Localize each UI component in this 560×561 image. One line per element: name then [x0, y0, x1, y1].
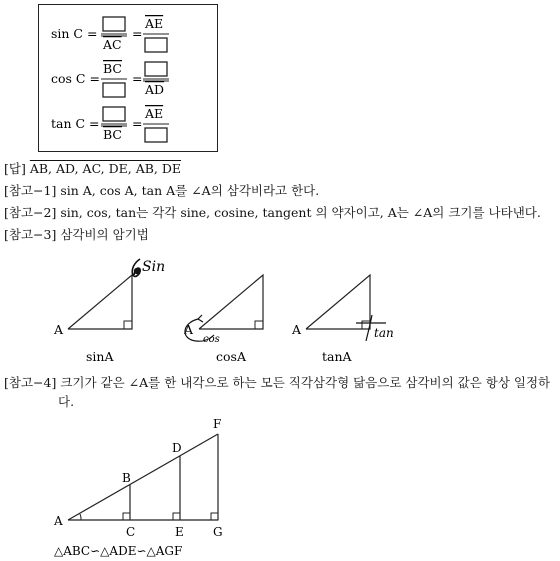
- note-2: [4, 205, 541, 221]
- sin-caption: sinA: [86, 349, 114, 364]
- tan-num-ae: AE: [145, 106, 164, 121]
- cos-eq: =: [132, 71, 143, 86]
- cos-den-ad: AD: [145, 82, 165, 97]
- point-b: B: [122, 471, 131, 485]
- note-4-tag: [참고−4]: [4, 375, 57, 390]
- sin-lhs: sin C =: [51, 26, 98, 41]
- cos-caption: cosA: [216, 349, 246, 364]
- cos-vertex-a: A: [184, 322, 194, 337]
- tan-caption: tanA: [322, 349, 352, 364]
- cos-lhs: cos C =: [51, 71, 100, 86]
- formula-box: [38, 4, 218, 152]
- sin-vertex-a: A: [54, 322, 64, 337]
- mnemonic-diagram: [0, 245, 560, 370]
- note-4-line2: 다.: [58, 394, 75, 409]
- tan-blank-denominator[interactable]: [145, 128, 167, 142]
- cos-blank-denominator[interactable]: [103, 83, 125, 97]
- answer-line: [4, 161, 181, 177]
- sin-eq: =: [132, 26, 143, 41]
- similarity-caption: △ABC∽△ADE∽△AGF: [54, 544, 183, 558]
- note-4-line1: 크기가 같은 ∠A를 한 내각으로 하는 모든 직각삼각형 닮음으로 삼각비의 값은 항상 일정하: [60, 375, 551, 390]
- tan-lhs: tan C =: [51, 116, 100, 131]
- sin-num-ae: AE: [145, 16, 164, 31]
- sin-script: Sin: [142, 259, 166, 275]
- tan-blank-numerator[interactable]: [103, 107, 125, 121]
- point-d: D: [172, 441, 182, 455]
- tan-vertex-a: A: [292, 322, 302, 337]
- point-g: G: [213, 525, 223, 539]
- tan-eq: =: [132, 116, 143, 131]
- tan-den-bc: BC: [103, 127, 122, 142]
- sin-triangle: [53, 259, 165, 364]
- tan-triangle: [291, 275, 394, 364]
- cos-blank-numerator[interactable]: [145, 62, 167, 76]
- note-1-tag: [참고−1]: [4, 183, 57, 198]
- note-3-text: 삼각비의 암기법: [60, 227, 149, 242]
- answer-text: AB, AD, AC, DE, AB, DE: [29, 161, 182, 176]
- tan-script: tan: [374, 326, 394, 340]
- similar-triangles-diagram: [0, 410, 560, 561]
- note-3-tag: [참고−3]: [4, 227, 57, 242]
- formula-svg: [39, 5, 219, 153]
- sin-blank-numerator[interactable]: [103, 17, 125, 31]
- point-f: F: [213, 417, 222, 431]
- point-a: A: [54, 514, 63, 528]
- answer-tag: [답]: [4, 161, 26, 176]
- sin-blank-denominator[interactable]: [145, 38, 167, 52]
- note-1: [4, 183, 319, 199]
- point-c: C: [126, 525, 136, 539]
- note-3: [4, 227, 149, 243]
- note-4-cont: [58, 394, 74, 410]
- sin-den-ac: AC: [103, 37, 122, 52]
- note-1-text: sin A, cos A, tan A를 ∠A의 삼각비라고 한다.: [60, 183, 320, 198]
- point-e: E: [175, 525, 184, 539]
- note-4: [4, 375, 550, 391]
- note-2-text: sin, cos, tan는 각각 sine, cosine, tangent 의 약자이고, A는 ∠A의 크기를 나타낸다.: [60, 205, 541, 220]
- cos-script: cos: [203, 334, 220, 345]
- note-2-tag: [참고−2]: [4, 205, 57, 220]
- cos-triangle: [183, 275, 263, 364]
- cos-num-bc: BC: [103, 61, 122, 76]
